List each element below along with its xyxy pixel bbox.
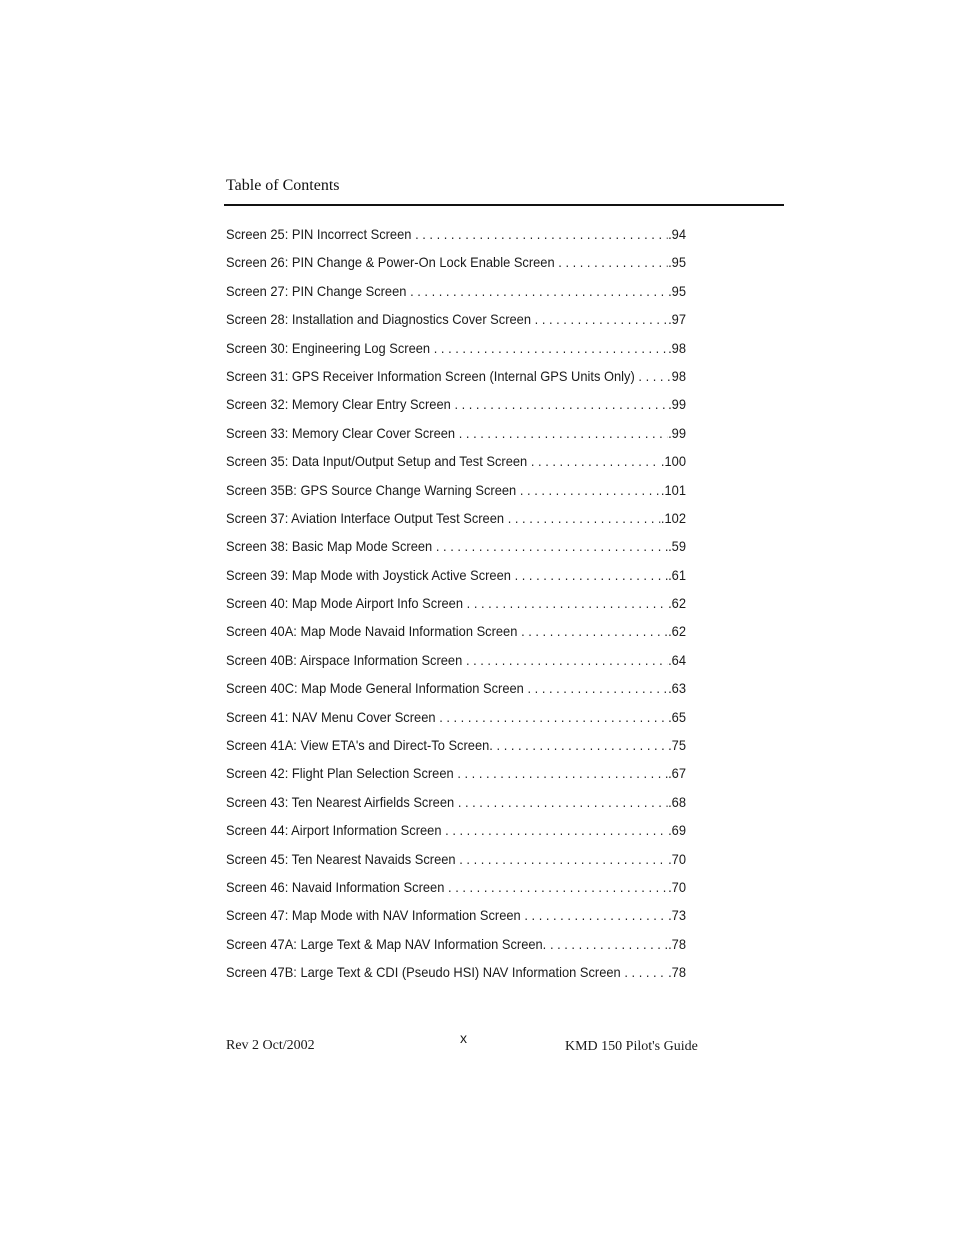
toc-entry-page: .94 [668, 226, 686, 242]
toc-entry [226, 368, 686, 396]
toc-entry-page: .100 [660, 453, 686, 470]
toc-entry [226, 879, 686, 907]
toc-entry [226, 964, 686, 992]
toc-entry-page: .78 [668, 964, 686, 981]
toc-entry-page: .78 [668, 935, 686, 952]
toc-entry-title: Screen 40C: Map Mode General Information Screen [226, 680, 524, 697]
toc-dot-leader [508, 510, 660, 526]
toc-entry-page: .101 [660, 481, 686, 498]
toc-entry-page: .62 [668, 595, 686, 612]
toc-entry-title: Screen 30: Engineering Log Screen [226, 339, 431, 356]
toc-entry [226, 652, 686, 680]
toc-entry-title: Screen 38: Basic Map Mode Screen [226, 538, 433, 555]
toc-dot-leader [535, 311, 667, 327]
toc-entry [226, 851, 686, 879]
toc-entry-title: Screen 41A: View ETA's and Direct-To Screen. [226, 737, 493, 754]
page-header-title: Table of Contents [226, 177, 340, 194]
toc-entry-page: .99 [668, 396, 686, 413]
toc-entry [226, 765, 686, 793]
toc-entry-page: .75 [668, 737, 686, 754]
toc-entry-title: Screen 44: Airport Information Screen [226, 822, 442, 839]
toc-dot-leader [466, 652, 667, 668]
toc-dot-leader [448, 879, 667, 895]
toc-entry-title: Screen 25: PIN Incorrect Screen [226, 226, 412, 242]
toc-entry [226, 226, 686, 254]
toc-entry-title: Screen 47B: Large Text & CDI (Pseudo HSI) NAV Information Screen [226, 964, 621, 981]
toc-entry-title: Screen 46: Navaid Information Screen [226, 878, 445, 895]
toc-entry [226, 567, 686, 595]
toc-entry-title: Screen 26: PIN Change & Power-On Lock Enable Screen [226, 254, 555, 271]
toc-entry [226, 340, 686, 368]
toc-entry [226, 538, 686, 566]
toc-entry-page: 98 [671, 367, 686, 384]
toc-dot-leader [458, 794, 667, 810]
toc-entry-title: Screen 27: PIN Change Screen [226, 282, 407, 299]
toc-dot-leader [439, 709, 667, 725]
toc-entry-title: Screen 40A: Map Mode Navaid Information Screen [226, 623, 518, 640]
toc-entry-title: Screen 47: Map Mode with NAV Information Screen [226, 907, 521, 924]
toc-entry-page: .99 [668, 424, 686, 441]
toc-entry [226, 623, 686, 651]
toc-dot-leader [624, 964, 667, 980]
toc-dot-leader [445, 822, 667, 838]
table-of-contents [226, 226, 686, 993]
toc-entry-page: .70 [668, 878, 686, 895]
toc-dot-leader [434, 340, 667, 356]
toc-dot-leader [436, 538, 667, 554]
footer-guide-title: KMD 150 Pilot's Guide [565, 1039, 698, 1054]
toc-entry-page: .69 [668, 822, 686, 839]
toc-entry-page: .70 [668, 850, 686, 867]
toc-entry [226, 709, 686, 737]
footer-revision: Rev 2 Oct/2002 [226, 1038, 315, 1053]
toc-entry-page: .68 [668, 793, 686, 810]
toc-dot-leader [467, 595, 668, 611]
toc-entry-title: Screen 39: Map Mode with Joystick Active Screen [226, 566, 511, 583]
toc-dot-leader [515, 567, 668, 583]
toc-entry [226, 794, 686, 822]
toc-entry [226, 936, 686, 964]
toc-entry [226, 425, 686, 453]
toc-entry-page: .98 [668, 339, 686, 356]
toc-entry [226, 907, 686, 935]
toc-entry-page: .62 [668, 623, 686, 640]
toc-entry-page: .73 [668, 907, 686, 924]
toc-entry-page: .63 [668, 680, 686, 697]
toc-entry [226, 453, 686, 481]
toc-entry-title: Screen 35: Data Input/Output Setup and Test Screen [226, 453, 528, 470]
toc-entry-title: Screen 41: NAV Menu Cover Screen [226, 708, 436, 725]
toc-entry [226, 737, 686, 765]
toc-entry-title: Screen 31: GPS Receiver Information Screen (Internal GPS Units Only) [226, 367, 635, 384]
toc-dot-leader [558, 254, 667, 270]
toc-entry [226, 396, 686, 424]
toc-entry-title: Screen 47A: Large Text & Map NAV Information Screen. [226, 935, 547, 952]
toc-entry [226, 822, 686, 850]
toc-dot-leader [457, 765, 667, 781]
toc-entry-page: .65 [668, 708, 686, 725]
toc-entry-title: Screen 28: Installation and Diagnostics Cover Screen [226, 311, 531, 328]
toc-entry-page: .95 [668, 254, 686, 271]
toc-entry-title: Screen 35B: GPS Source Change Warning Screen [226, 481, 517, 498]
header-rule [224, 204, 784, 206]
toc-entry-page: .97 [668, 311, 686, 328]
toc-dot-leader [520, 482, 660, 498]
toc-entry-title: Screen 40: Map Mode Airport Info Screen [226, 595, 463, 612]
toc-dot-leader [415, 226, 667, 242]
toc-entry-title: Screen 40B: Airspace Information Screen [226, 651, 463, 668]
toc-entry-title: Screen 43: Ten Nearest Airfields Screen [226, 793, 455, 810]
toc-entry-page: .61 [668, 566, 686, 583]
toc-dot-leader [550, 936, 667, 952]
toc-dot-leader [459, 425, 667, 441]
toc-entry [226, 283, 686, 311]
toc-entry-title: Screen 33: Memory Clear Cover Screen [226, 424, 456, 441]
toc-entry [226, 680, 686, 708]
toc-entry-title: Screen 32: Memory Clear Entry Screen [226, 396, 451, 413]
toc-entry [226, 595, 686, 623]
toc-dot-leader [531, 453, 660, 469]
toc-entry-title: Screen 42: Flight Plan Selection Screen [226, 765, 454, 782]
toc-dot-leader [521, 623, 667, 639]
toc-entry-page: .95 [668, 282, 686, 299]
toc-entry-page: .67 [668, 765, 686, 782]
footer-page-number: x [460, 1030, 467, 1046]
toc-entry-title: Screen 45: Ten Nearest Navaids Screen [226, 850, 456, 867]
toc-dot-leader [638, 368, 670, 384]
toc-dot-leader [410, 283, 667, 299]
toc-entry [226, 311, 686, 339]
toc-dot-leader [459, 851, 667, 867]
toc-entry [226, 254, 686, 282]
toc-dot-leader [528, 680, 668, 696]
toc-entry-page: .64 [668, 651, 686, 668]
toc-entry [226, 482, 686, 510]
toc-dot-leader [524, 907, 667, 923]
toc-dot-leader [454, 396, 667, 412]
toc-entry-page: .102 [660, 509, 686, 526]
toc-entry-title: Screen 37: Aviation Interface Output Test Screen [226, 509, 505, 526]
toc-entry [226, 510, 686, 538]
toc-dot-leader [497, 737, 668, 753]
toc-entry-page: .59 [668, 538, 686, 555]
